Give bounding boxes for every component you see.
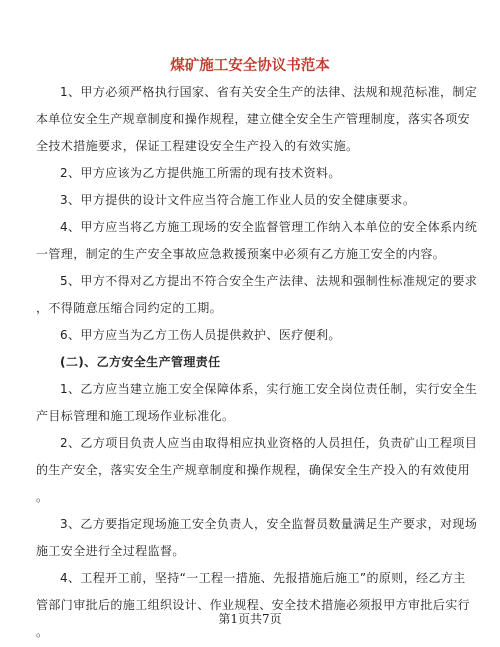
paragraph [36, 268, 478, 322]
paragraph [36, 511, 478, 565]
text-line: 。 [36, 490, 49, 504]
text-line: 2、甲方应该为乙方提供施工所需的现有技术资料。 [60, 166, 341, 180]
paragraph [36, 376, 478, 430]
text-line: 1、乙方应当建立施工安全保障体系，实行施工安全岗位责任制，实行安全生 [60, 382, 478, 396]
text-line: 一管理，制定的生产安全事故应急救援预案中必须有乙方施工安全的内容。 [36, 247, 446, 261]
paragraph [36, 79, 478, 160]
text-line: 4、工程开工前，坚持“一工程一措施、先报措施后施工”的原则，经乙方主 [60, 571, 466, 585]
section-heading [36, 349, 464, 376]
paragraph [36, 214, 478, 268]
document-title: 煤矿施工安全协议书范本 [170, 57, 330, 74]
paragraph [36, 430, 478, 511]
paragraph [36, 160, 464, 187]
text-line: 1、甲方必须严格执行国家、省有关安全生产的法律、法规和规范标准，制定 [60, 85, 478, 99]
text-line: 本单位安全生产规章制度和操作规程，建立健全安全生产管理制度，落实各项安 [36, 112, 471, 126]
text-line: 3、乙方要指定现场施工安全负责人，安全监督员数量满足生产要求，对现场 [60, 517, 478, 531]
text-line: 5、甲方不得对乙方提出不符合安全生产法律、法规和强制性标准规定的要求 [60, 274, 478, 288]
text-line: 的生产安全，落实安全生产规章制度和操作规程，确保安全生产投入的有效使用 [36, 463, 471, 477]
text-line: ，不得随意压缩合同约定的工期。 [36, 301, 223, 315]
page-number: 第1页共7页 [218, 612, 282, 626]
text-line: 管部门审批后的施工组织设计、作业规程、安全技术措施必须报甲方审批后实行 [36, 598, 471, 612]
text-line: (二)、乙方安全生产管理责任 [60, 355, 221, 369]
text-line: 2、乙方项目负责人应当由取得相应执业资格的人员担任，负责矿山工程项目 [60, 436, 478, 450]
paragraph [36, 565, 471, 646]
text-line: 4、甲方应当将乙方施工现场的安全监督管理工作纳入本单位的安全体系内统 [60, 220, 478, 234]
text-line: 施工安全进行全过程监督。 [36, 544, 185, 558]
text-line: 全技术措施要求，保证工程建设安全生产投入的有效实施。 [36, 139, 359, 153]
text-line: 6、甲方应当为乙方工伤人员提供救护、医疗便利。 [60, 328, 341, 342]
paragraph [36, 322, 464, 349]
paragraph [36, 187, 464, 214]
text-line: 产目标管理和施工现场作业标准化。 [36, 409, 235, 423]
text-line: 3、甲方提供的设计文件应当符合施工作业人员的安全健康要求。 [60, 193, 416, 207]
text-line: 。 [36, 625, 49, 639]
